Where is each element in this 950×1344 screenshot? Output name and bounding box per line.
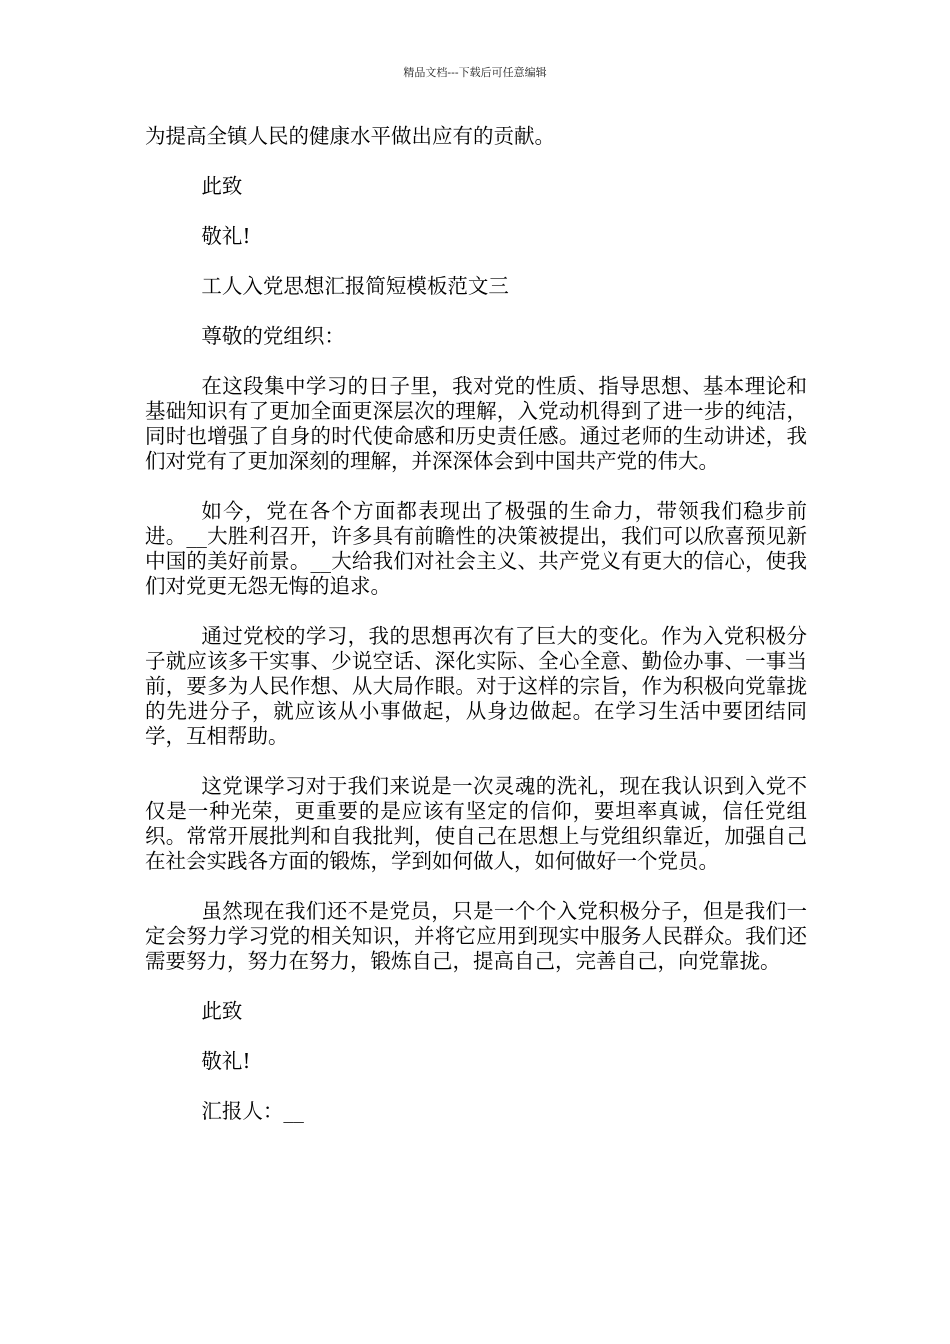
reporter-signature: 汇报人：__ bbox=[201, 1099, 304, 1123]
body-paragraph: 在这段集中学习的日子里，我对党的性质、指导思想、基本理论和基础知识有了更加全面更深层次的理解，入党动机得到了进一步的纯洁，同时也增强了自身的时代使命感和历史责任感。通过老师的生动讲述，我们对党有了更加深刻的理解，并深深体会到中国共产党的伟大。 bbox=[145, 374, 807, 473]
document-body bbox=[145, 124, 807, 1124]
greeting: 尊敬的党组织： bbox=[201, 324, 345, 348]
body-paragraph: 通过党校的学习，我的思想再次有了巨大的变化。作为入党积极分子就应该多干实事、少说空话、深化实际、全心全意、勤俭办事、一事当前，要多为人民作想、从大局作眼。对于这样的宗旨，作为积极向党靠拢的先进分子，就应该从小事做起，从身边做起。在学习生活中要团结同学，互相帮助。 bbox=[145, 624, 807, 748]
body-paragraph: 如今，党在各个方面都表现出了极强的生命力，带领我们稳步前进。__大胜利召开，许多具有前瞻性的决策被提出，我们可以欣喜预见新中国的美好前景。__大给我们对社会主义、共产党义有更大的信心，使我们对党更无怨无悔的追求。 bbox=[145, 499, 807, 598]
section-title: 工人入党思想汇报简短模板范文三 bbox=[201, 274, 509, 298]
page-header: 精品文档---下载后可任意编辑 bbox=[403, 66, 547, 79]
paragraph-continuation: 为提高全镇人民的健康水平做出应有的贡献。 bbox=[145, 124, 555, 148]
body-paragraph: 这党课学习对于我们来说是一次灵魂的洗礼，现在我认识到入党不仅是一种光荣，更重要的是应该有坚定的信仰，要坦率真诚，信任党组织。常常开展批判和自我批判，使自己在思想上与党组织靠近，加强自己在社会实践各方面的锻炼，学到如何做人，如何做好一个党员。 bbox=[145, 774, 807, 873]
salutation-closing: 此致 bbox=[201, 999, 243, 1023]
salutation-regards: 敬礼! bbox=[201, 1049, 251, 1073]
salutation-regards: 敬礼! bbox=[201, 224, 251, 248]
salutation-closing: 此致 bbox=[201, 174, 243, 198]
body-paragraph: 虽然现在我们还不是党员，只是一个个入党积极分子，但是我们一定会努力学习党的相关知识，并将它应用到现实中服务人民群众。我们还需要努力，努力在努力，锻炼自己，提高自己，完善自己，向党靠拢。 bbox=[145, 899, 807, 973]
